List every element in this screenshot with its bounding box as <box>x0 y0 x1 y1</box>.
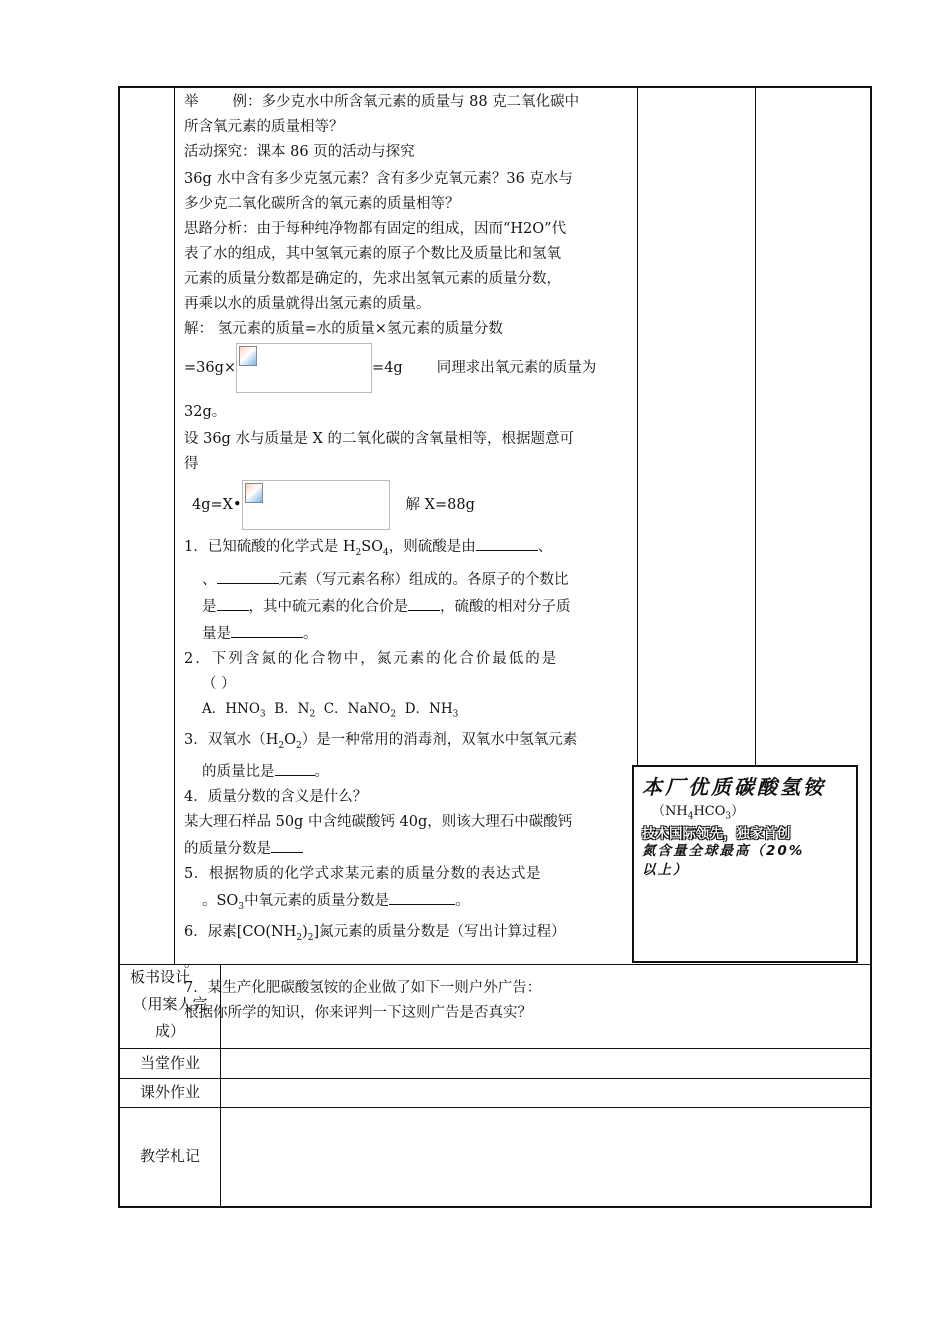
example-line-2: 所含氧元素的质量相等？ <box>184 119 344 135</box>
answer-blank[interactable] <box>217 593 249 611</box>
teaching-notes-label: 教学札记 <box>139 1147 200 1165</box>
classwork-label: 当堂作业 <box>139 1054 200 1072</box>
q7-line: 根据你所学的知识，你来评判一下这则广告是否真实？ <box>184 1005 532 1022</box>
col-divider <box>637 86 638 765</box>
ad-line: 氮含量全球最高（20% <box>642 842 805 859</box>
answer-blank[interactable] <box>271 835 303 853</box>
lesson-content <box>184 90 632 1026</box>
q2-line: 2．下列含氮的化合物中，氮元素的化合价最低的是 <box>184 650 559 667</box>
col-divider <box>174 86 175 964</box>
homework-label: 课外作业 <box>139 1083 200 1101</box>
advertisement-box <box>632 765 858 963</box>
ad-title: 本厂优质碳酸氢铵 <box>642 775 826 799</box>
col-divider <box>755 86 756 765</box>
q6-line: 。 <box>184 955 199 972</box>
q2-line: （ ） <box>202 675 236 692</box>
q1-line: 1．已知硫酸的化学式是 $H_2SO_4$，则硫酸是由 、 <box>184 533 632 566</box>
q4-line: 4．质量分数的含义是什么？ <box>184 789 368 806</box>
activity-line: 活动探究：课本 86 页的活动与探究 <box>184 144 415 160</box>
analysis-line: 思路分析：由于每种纯净物都有固定的组成，因而“H2O”代 <box>184 221 567 237</box>
fraction-image <box>236 343 372 393</box>
q4b-line: 某大理石样品 50g 中含纯碳酸钙 40g，则该大理石中碳酸钙 <box>184 814 573 831</box>
question-line: 36g 水中含有多少克氢元素？含有多少克氧元素？36 克水与 <box>184 171 573 187</box>
calc-line-end: 32g。 <box>184 404 227 420</box>
answer-blank[interactable] <box>275 758 315 776</box>
q1-line: 、 元素（写元素名称）组成的。各原子的个数比 <box>184 566 632 593</box>
q7-line: 7．某生产化肥碳酸氢铵的企业做了如下一则户外广告： <box>184 980 542 997</box>
broken-image-icon <box>239 346 257 366</box>
row-divider <box>118 1107 872 1108</box>
analysis-line: 再乘以水的质量就得出氢元素的质量。 <box>184 296 431 312</box>
ad-line: 以上） <box>642 861 689 878</box>
ad-formula: $(NH_4HCO_3)$ <box>652 804 745 822</box>
q2-options: A．$HNO_3$ B．$N_2$ C．NaNO$_2$ D．$NH_3$ <box>202 700 459 720</box>
row-divider <box>118 1048 872 1049</box>
row-divider <box>118 1078 872 1079</box>
q5-line: 5．根据物质的化学式求某元素的质量分数的表达式是 <box>184 866 542 883</box>
setup-line: 得 <box>184 456 199 472</box>
broken-image-icon <box>245 483 263 503</box>
q4b-line: 的质量分数是 <box>184 835 632 862</box>
ad-line: 技术国际领先，独家首创 <box>642 825 791 842</box>
calc-line-1: =36g× =4g 同理求出氧元素的质量为 <box>184 342 632 394</box>
q5-line: 。$SO_3$中氧元素的质量分数是 。 <box>184 887 632 920</box>
fraction-image <box>242 480 390 530</box>
calc-line-2: 4g=X• 解 X=88g <box>184 479 632 531</box>
example-line: 举 例：多少克水中所含氧元素的质量与 88 克二氧化碳中 <box>184 94 580 110</box>
solution-line: 解： 氢元素的质量=水的质量×氢元素的质量分数 <box>184 321 503 337</box>
answer-blank[interactable] <box>231 620 303 638</box>
q3-line: 3．双氧水$(H_2O_2)$是一种常用的消毒剂，双氧水中氢氧元素 <box>184 731 578 751</box>
analysis-line: 元素的质量分数都是确定的，先求出氢氧元素的质量分数， <box>184 271 561 287</box>
question-line: 多少克二氧化碳所含的氧元素的质量相等？ <box>184 196 460 212</box>
answer-blank[interactable] <box>408 593 440 611</box>
q6-line: 6．尿素$[CO(NH_2)_2]$氮元素的质量分数是（写出计算过程） <box>184 924 566 944</box>
q1-line: 是 ，其中硫元素的化合价是 ，硫酸的相对分子质 <box>184 593 632 620</box>
answer-blank[interactable] <box>217 566 279 584</box>
answer-blank[interactable] <box>389 887 455 905</box>
setup-line: 设 36g 水与质量是 X 的二氧化碳的含氧量相等，根据题意可 <box>184 431 574 447</box>
board-design-label: 板书设计 （用案人完 成） <box>130 968 208 1040</box>
q3-line: 的质量比是 。 <box>184 758 632 785</box>
q1-line: 量是 。 <box>184 620 632 647</box>
analysis-line: 表了水的组成，其中氢氧元素的原子个数比及质量比和氢氧 <box>184 246 561 262</box>
answer-blank[interactable] <box>476 533 538 551</box>
